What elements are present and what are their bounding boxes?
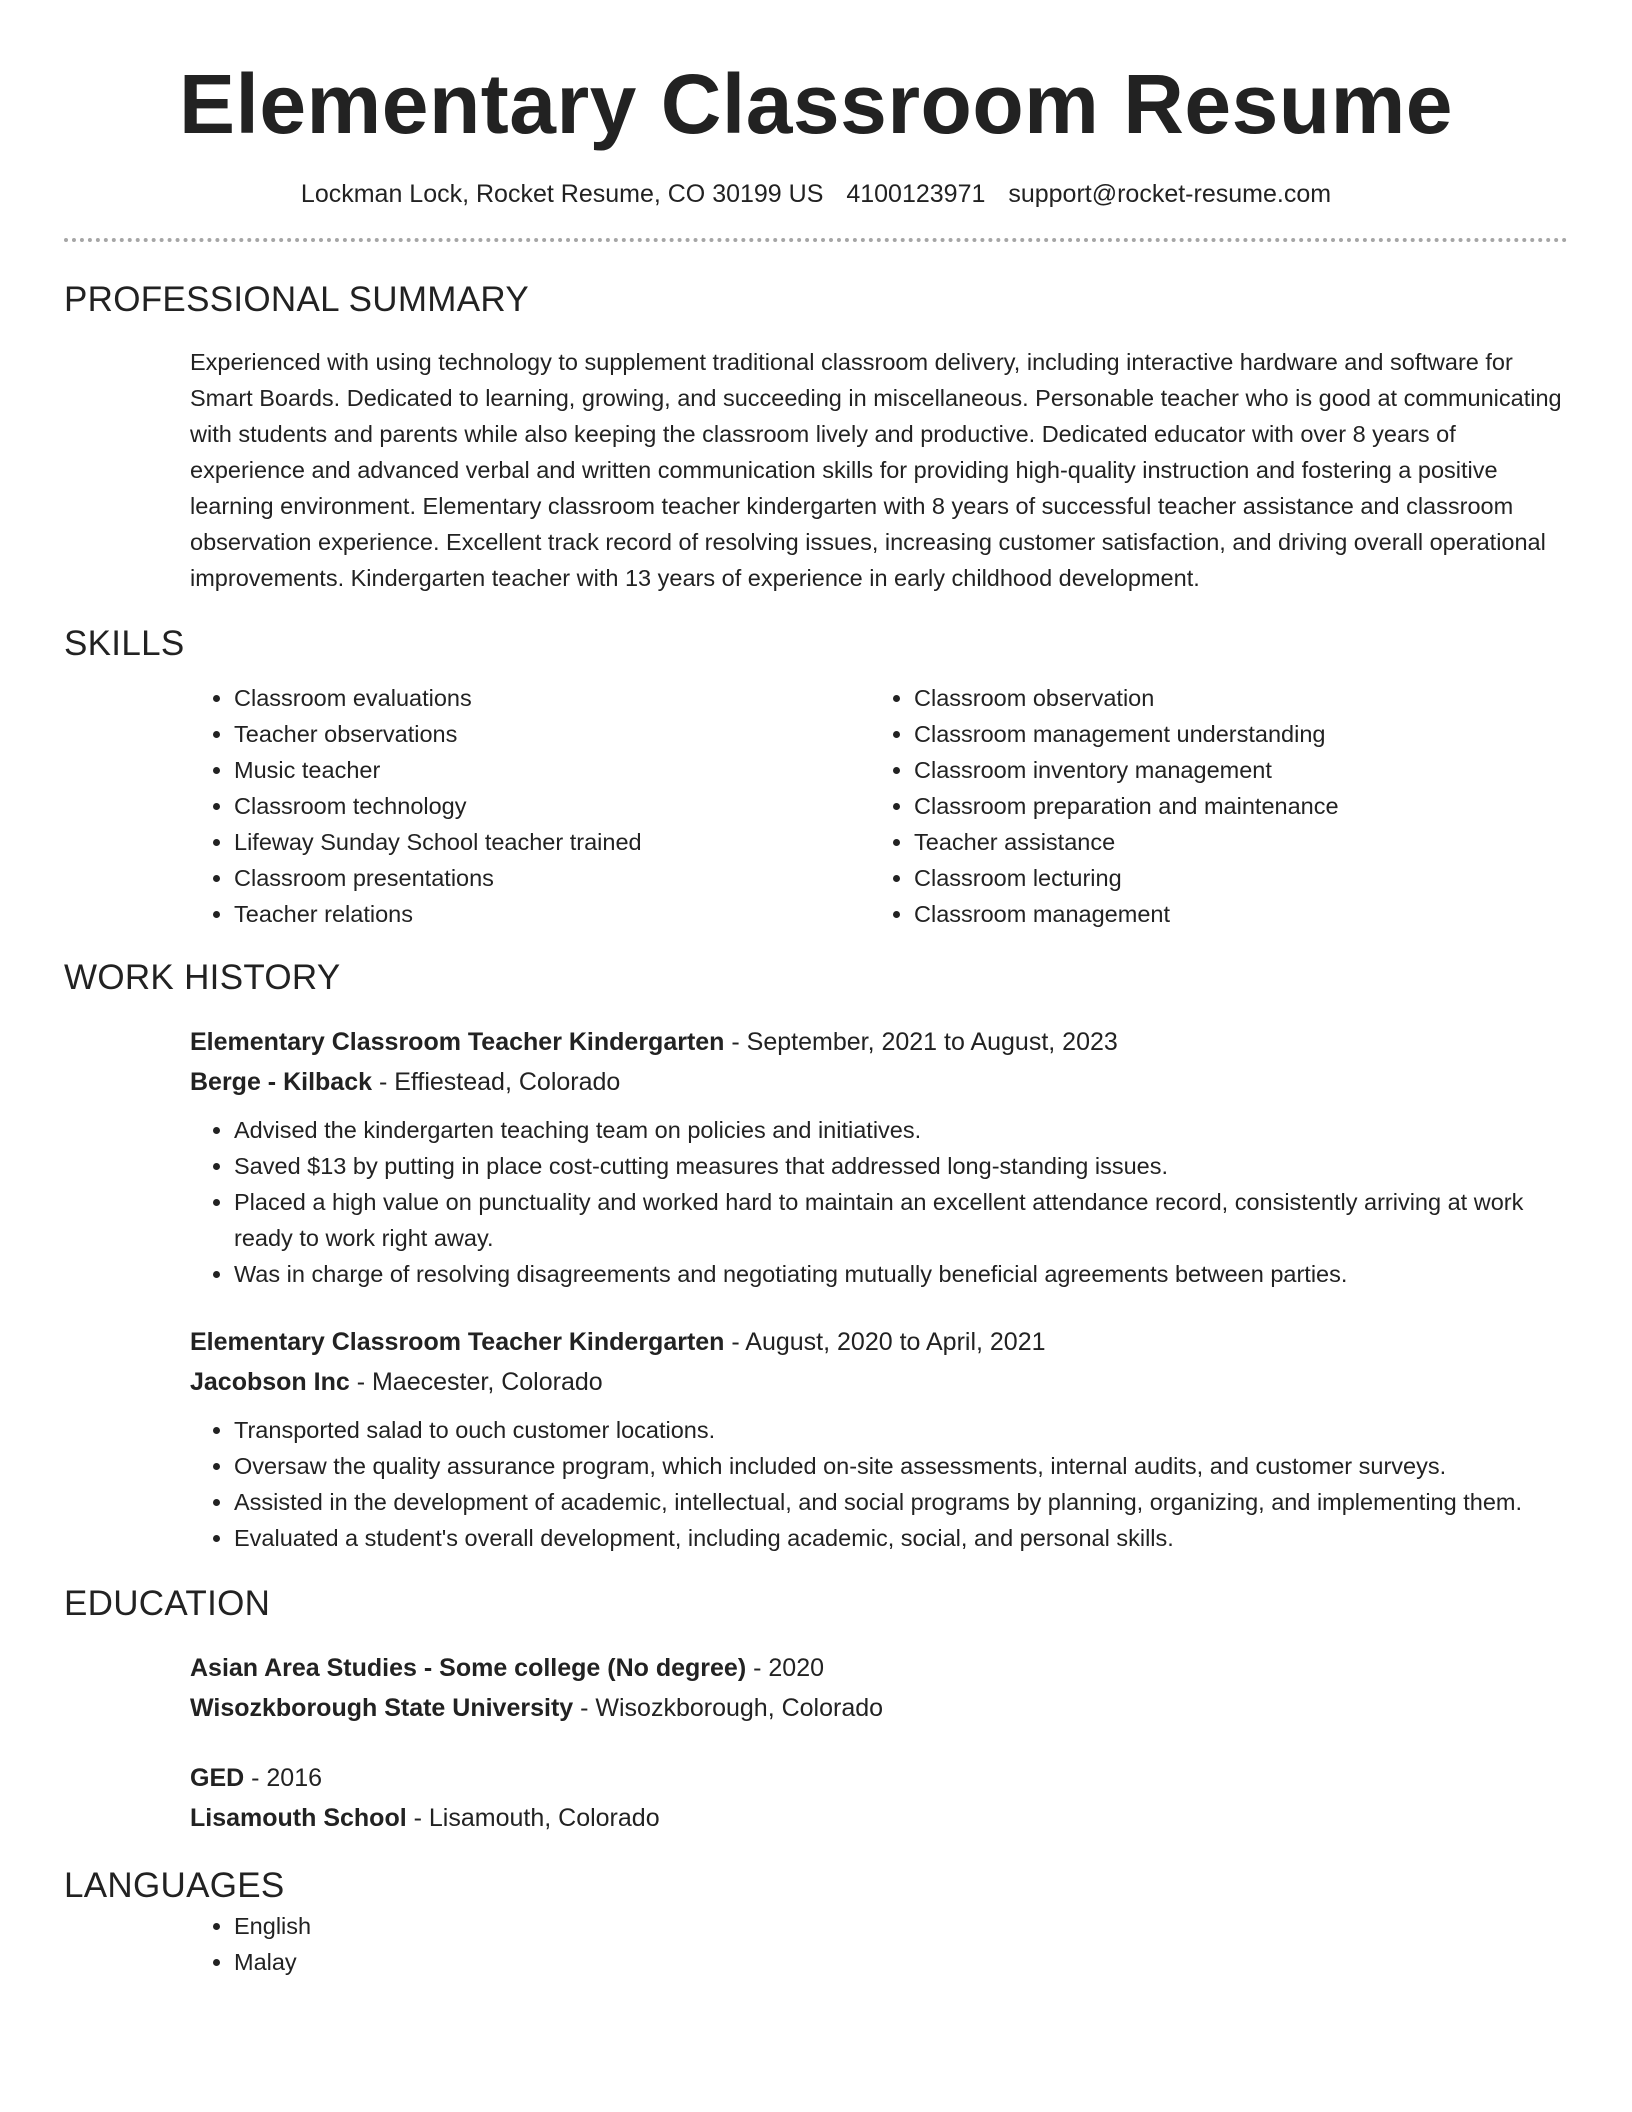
contact-email: support@rocket-resume.com <box>1008 180 1332 208</box>
job-entry <box>190 1022 1568 1292</box>
skill-item: • Classroom lecturing <box>914 860 1339 896</box>
job-role: Elementary Classroom Teacher Kindergarten <box>190 1328 725 1356</box>
education-location: Lisamouth, Colorado <box>428 1804 660 1832</box>
skill-item: • Teacher assistance <box>914 824 1339 860</box>
job-bullet: • Advised the kindergarten teaching team on policies and initiatives. <box>234 1112 1568 1148</box>
education-degree: Asian Area Studies - Some college (No degree) <box>190 1654 747 1682</box>
job-dates: August, 2020 to April, 2021 <box>745 1328 1046 1356</box>
contact-address: Lockman Lock, Rocket Resume, CO 30199 US <box>300 180 824 208</box>
skill-item: • Lifeway Sunday School teacher trained <box>234 824 870 860</box>
job-bullet: • Evaluated a student's overall development, including academic, social, and personal skills. <box>234 1520 1568 1556</box>
education-year: 2020 <box>768 1654 825 1682</box>
job-company-line: Berge - Kilback - Effiestead, Colorado <box>190 1068 621 1096</box>
job-bullet: • Oversaw the quality assurance program, which included on-site assessments, internal audits, and customer surveys. <box>234 1448 1568 1484</box>
job-bullet: • Assisted in the development of academic, intellectual, and social programs by planning, organizing, and implementing them. <box>234 1484 1568 1520</box>
languages-section <box>64 1908 1568 1980</box>
job-bullet: • Saved $13 by putting in place cost-cutting measures that addressed long-standing issues. <box>234 1148 1568 1184</box>
education-degree: GED <box>190 1764 245 1792</box>
job-bullet: • Placed a high value on punctuality and worked hard to maintain an excellent attendance record, consistently arriving at work ready to work right away. <box>234 1184 1568 1256</box>
education-degree-line: GED - 2016 <box>190 1764 323 1792</box>
section-title-skills: SKILLS <box>64 624 185 663</box>
education-year: 2016 <box>266 1764 323 1792</box>
section-title-work: WORK HISTORY <box>64 958 341 997</box>
education-entry <box>190 1758 1568 1838</box>
education-school: Wisozkborough State University <box>190 1694 574 1722</box>
education-degree-line: Asian Area Studies - Some college (No degree) - 2020 <box>190 1654 825 1682</box>
job-bullet: • Transported salad to ouch customer locations. <box>234 1412 1568 1448</box>
job-entry <box>190 1322 1568 1556</box>
education-school-line: Lisamouth School - Lisamouth, Colorado <box>190 1804 660 1832</box>
job-bullets <box>190 1412 1568 1556</box>
skills-section <box>64 680 1568 932</box>
skills-grid <box>190 680 1568 932</box>
job-location: Effiestead, Colorado <box>394 1068 621 1096</box>
work-section <box>64 1022 1568 1556</box>
skills-list-right <box>870 680 1339 932</box>
job-role-line: Elementary Classroom Teacher Kindergarten - September, 2021 to August, 2023 <box>190 1028 1118 1056</box>
skill-item: • Music teacher <box>234 752 870 788</box>
education-section <box>64 1648 1568 1838</box>
header-divider <box>64 238 1568 242</box>
education-school-line: Wisozkborough State University - Wisozkborough, Colorado <box>190 1694 884 1722</box>
education-school: Lisamouth School <box>190 1804 407 1832</box>
skill-item: • Teacher relations <box>234 896 870 932</box>
section-title-summary: PROFESSIONAL SUMMARY <box>64 280 529 319</box>
job-role-line: Elementary Classroom Teacher Kindergarten - August, 2020 to April, 2021 <box>190 1328 1046 1356</box>
section-title-languages: LANGUAGES <box>64 1866 285 1905</box>
summary-section <box>64 344 1568 596</box>
job-bullet: • Was in charge of resolving disagreements and negotiating mutually beneficial agreements between parties. <box>234 1256 1568 1292</box>
skill-item: • Classroom preparation and maintenance <box>914 788 1339 824</box>
skill-item: • Classroom management <box>914 896 1339 932</box>
education-entry <box>190 1648 1568 1728</box>
resume-title: Elementary Classroom Resume <box>178 57 1454 151</box>
job-role: Elementary Classroom Teacher Kindergarten <box>190 1028 725 1056</box>
skill-item: • Classroom management understanding <box>914 716 1339 752</box>
skill-item: • Classroom inventory management <box>914 752 1339 788</box>
skill-item: • Classroom observation <box>914 680 1339 716</box>
job-company: Berge - Kilback <box>190 1068 373 1096</box>
language-item: • English <box>234 1908 1568 1944</box>
job-dates: September, 2021 to August, 2023 <box>746 1028 1118 1056</box>
languages-list <box>190 1908 1568 1980</box>
education-location: Wisozkborough, Colorado <box>595 1694 884 1722</box>
skill-item: • Classroom technology <box>234 788 870 824</box>
job-company-line: Jacobson Inc - Maecester, Colorado <box>190 1368 603 1396</box>
skill-item: • Teacher observations <box>234 716 870 752</box>
language-item: • Malay <box>234 1944 1568 1980</box>
summary-text: Experienced with using technology to supplement traditional classroom delivery, including interactive hardware and software for Smart Boards. Dedicated to learning, growing, and succeeding in miscellaneous. Personable teacher who is good at communicating with students and parents while also keeping the classroom lively and productive. Dedicated educator with over 8 years of experience and advanced verbal and written communication skills for providing high-quality instruction and fostering a positive learning environment. Elementary classroom teacher kindergarten with 8 years of successful teacher assistance and classroom observation experience. Excellent track record of resolving issues, increasing customer satisfaction, and driving overall operational improvements. Kindergarten teacher with 13 years of experience in early childhood development. <box>190 349 1562 591</box>
job-location: Maecester, Colorado <box>371 1368 603 1396</box>
skills-list-left <box>190 680 870 932</box>
contact-phone: 4100123971 <box>846 180 986 208</box>
job-company: Jacobson Inc <box>190 1368 350 1396</box>
contact-line <box>64 178 1568 210</box>
section-title-education: EDUCATION <box>64 1584 271 1623</box>
skill-item: • Classroom evaluations <box>234 680 870 716</box>
job-bullets <box>190 1112 1568 1292</box>
skill-item: • Classroom presentations <box>234 860 870 896</box>
